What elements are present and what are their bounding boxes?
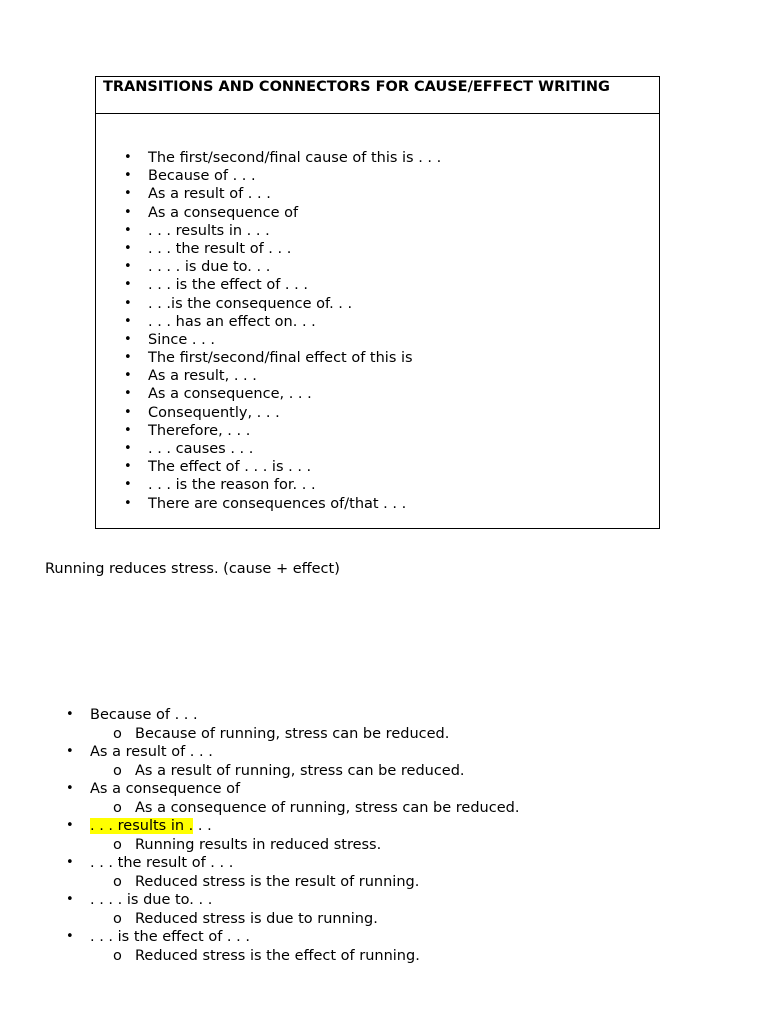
connector-item-text: . . . results in . . . [148,222,270,239]
sub-bullet-icon: o [113,836,122,853]
sub-bullet-icon: o [113,873,122,890]
sub-bullet-icon: o [113,910,122,927]
example-item [0,706,519,743]
example-item [0,817,519,854]
connectors-list [96,149,441,513]
example-sentence: Running reduces stress. (cause + effect) [45,561,340,577]
connector-list-item [96,222,441,240]
connector-list-item [96,258,441,276]
bullet-icon: • [66,744,74,759]
example-text: Running results in reduced stress. [135,836,382,853]
bullet-icon: • [124,477,132,493]
connector-item-text: Consequently, . . . [148,404,280,421]
bullet-icon: • [124,441,132,456]
bullet-icon: • [66,892,74,907]
example-item [0,891,519,928]
connector-list-item [96,458,441,476]
connector-list-item [96,313,441,331]
connector-item-text: The effect of . . . is . . . [148,459,312,476]
connector-item-text: . . . is the reason for. . . [148,477,316,494]
bullet-icon: • [66,855,74,870]
connector-item-text: The first/second/final cause of this is . . . [148,150,442,166]
example-text: As a result of running, stress can be reduced. [135,762,465,779]
example-item [0,743,519,780]
connector-item-text: As a consequence, . . . [148,386,312,403]
sub-bullet-icon: o [113,762,122,779]
connector-item-text: As a result of . . . [148,186,271,203]
example-item [0,928,519,965]
connector-list-item [96,331,441,349]
connector-item-text: . . .is the consequence of. . . [148,295,353,312]
connector-list-item [96,440,441,458]
bullet-icon: • [124,259,132,275]
connector-item-text: As a result, . . . [148,368,257,385]
connector-item-text: Because of . . . [148,168,256,185]
bullet-icon: • [66,707,74,722]
connector-list-item [96,476,441,494]
bullet-icon: • [124,168,132,184]
connector-item-text: . . . the result of . . . [148,240,292,257]
bullet-icon: • [124,277,132,293]
connector-text: As a consequence of [90,781,241,797]
connector-text: . . . is the effect of . . . [90,929,250,945]
connector-text: . . . . is due to. . . [90,892,213,908]
example-text: Reduced stress is the result of running. [135,873,420,890]
sub-bullet-icon: o [113,799,122,816]
table-title: TRANSITIONS AND CONNECTORS FOR CAUSE/EFFECT WRITING [96,77,659,114]
sub-bullet-icon: o [113,725,122,742]
connector-list-item [96,204,441,222]
connector-list-item [96,385,441,403]
connector-item-text: . . . causes . . . [148,441,254,457]
connector-item-text: . . . has an effect on. . . [148,313,316,330]
bullet-icon: • [66,781,74,796]
connector-list-item [96,367,441,385]
connector-text: . . . the result of . . . [90,855,234,871]
bullet-icon: • [124,186,132,202]
connector-item-text: . . . is the effect of . . . [148,277,308,294]
bullet-icon: • [124,204,132,220]
bullet-icon: • [124,422,132,438]
bullet-icon: • [124,368,132,384]
connector-list-item [96,167,441,185]
connector-list-item [96,276,441,294]
connector-item-text: Since . . . [148,331,215,348]
connector-item-text: Therefore, . . . [148,422,251,439]
connector-list-item [96,422,441,440]
connector-text: . . [193,818,212,834]
bullet-icon: • [124,459,132,475]
example-item [0,780,519,817]
bullet-icon: • [124,331,132,347]
bullet-icon: • [124,404,132,420]
bullet-icon: • [124,295,132,311]
connector-list-item [96,404,441,422]
bullet-icon: • [124,313,132,329]
connector-item-text: The first/second/final effect of this is [148,350,413,367]
connectors-table [95,76,660,529]
connector-item-text: There are consequences of/that . . . [148,495,407,512]
connector-item-text: As a consequence of [148,204,299,221]
connector-list-item [96,149,441,167]
sub-bullet-icon: o [113,947,122,964]
example-item [0,854,519,891]
example-text: Because of running, stress can be reduced. [135,725,450,742]
example-text: Reduced stress is the effect of running. [135,947,420,964]
highlighted-connector-text: . . . results in . [90,818,194,834]
connector-list-item [96,349,441,367]
connector-list-item [96,495,441,513]
examples-list [0,706,519,965]
bullet-icon: • [124,350,132,366]
connector-item-text: . . . . is due to. . . [148,259,271,276]
bullet-icon: • [124,240,132,256]
bullet-icon: • [124,222,132,238]
connector-list-item [96,240,441,258]
connector-text: As a result of . . . [90,744,213,760]
connector-list-item [96,185,441,203]
example-text: As a consequence of running, stress can be reduced. [135,799,520,816]
bullet-icon: • [66,929,74,944]
bullet-icon: • [124,150,132,165]
bullet-icon: • [124,495,132,511]
connector-text: Because of . . . [90,707,198,723]
connector-list-item [96,295,441,313]
example-text: Reduced stress is due to running. [135,910,378,927]
bullet-icon: • [66,818,74,833]
bullet-icon: • [124,386,132,402]
